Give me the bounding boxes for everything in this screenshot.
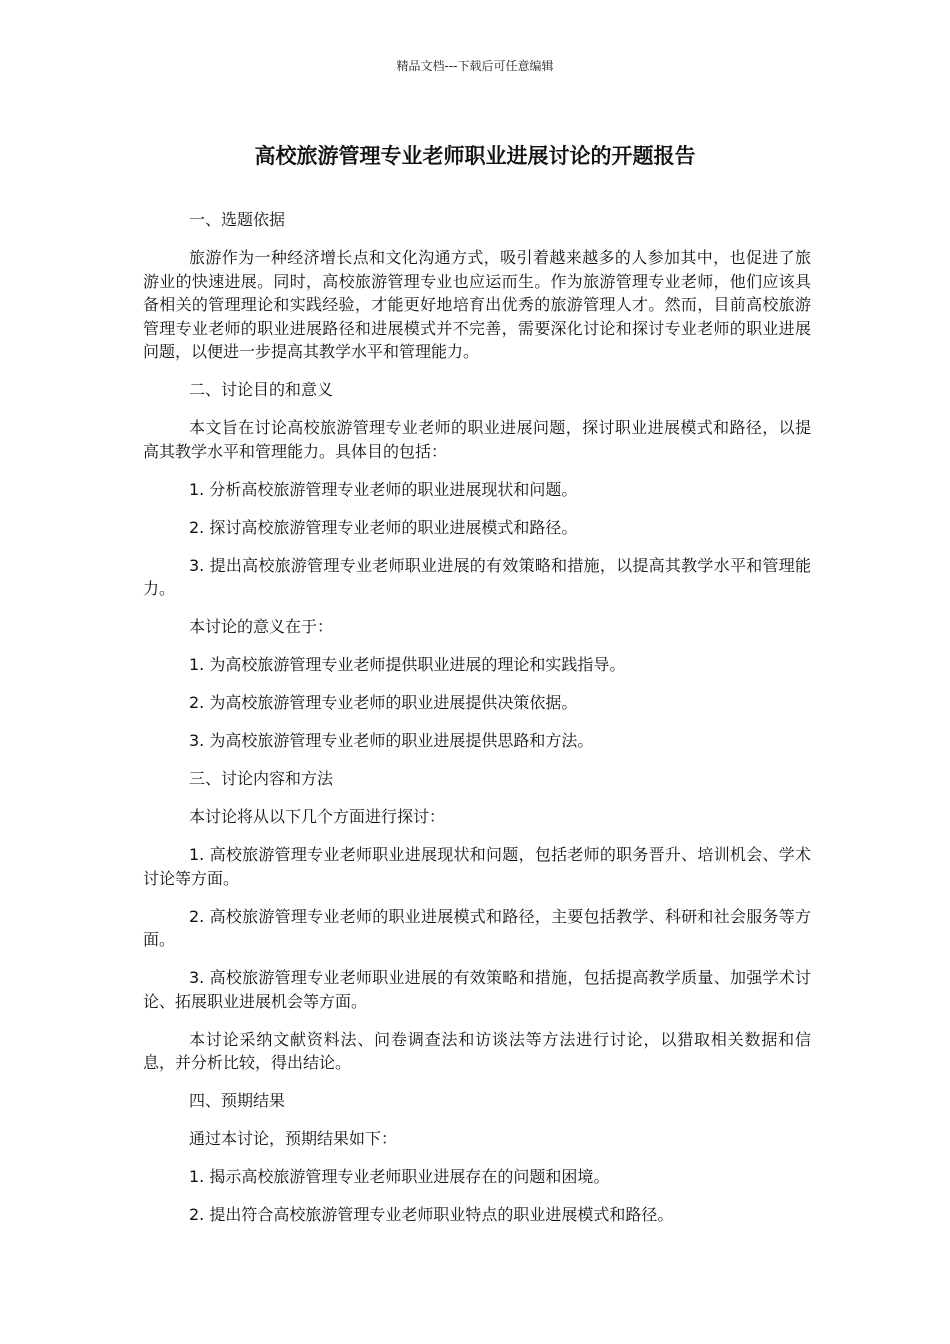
document-body <box>143 208 811 1241</box>
paragraph: 本讨论的意义在于： <box>189 617 334 636</box>
section-heading-2: 二、讨论目的和意义 <box>189 380 334 399</box>
list-item: 1. 为高校旅游管理专业老师提供职业进展的理论和实践指导。 <box>189 655 626 674</box>
paragraph: 本讨论将从以下几个方面进行探讨： <box>189 807 446 826</box>
list-item: 1. 分析高校旅游管理专业老师的职业进展现状和问题。 <box>189 479 578 499</box>
paragraph: 本文旨在讨论高校旅游管理专业老师的职业进展问题，探讨职业进展模式和路径，以提高其教学水平和管理能力。具体目的包括： <box>143 418 811 461</box>
paragraph: 旅游作为一种经济增长点和文化沟通方式，吸引着越来越多的人参加其中，也促进了旅游业的快速进展。同时，高校旅游管理专业也应运而生。作为旅游管理专业老师，他们应该具备相关的管理理论和实践经验，才能更好地培育出优秀的旅游管理人才。然而，目前高校旅游管理专业老师的职业进展路径和进展模式并不完善，需要深化讨论和探讨专业老师的职业进展问题，以便进一步提高其教学水平和管理能力。 <box>143 248 811 361</box>
section-heading-1: 一、选题依据 <box>189 210 286 229</box>
header-note: 精品文档---下载后可任意编辑 <box>396 59 554 73</box>
document-title: 高校旅游管理专业老师职业进展讨论的开题报告 <box>254 144 696 168</box>
list-item: 2. 为高校旅游管理专业老师的职业进展提供决策依据。 <box>189 693 578 712</box>
list-item: 3. 提出高校旅游管理专业老师职业进展的有效策略和措施，以提高其教学水平和管理能力。 <box>143 555 811 598</box>
list-item: 3. 高校旅游管理专业老师职业进展的有效策略和措施，包括提高教学质量、加强学术讨论、拓展职业进展机会等方面。 <box>143 968 811 1011</box>
list-item: 1. 揭示高校旅游管理专业老师职业进展存在的问题和困境。 <box>189 1167 610 1186</box>
list-item: 1. 高校旅游管理专业老师职业进展现状和问题，包括老师的职务晋升、培训机会、学术讨论等方面。 <box>143 845 811 888</box>
list-item: 2. 探讨高校旅游管理专业老师的职业进展模式和路径。 <box>189 517 578 537</box>
list-item: 3. 为高校旅游管理专业老师的职业进展提供思路和方法。 <box>189 731 594 750</box>
section-heading-4: 四、预期结果 <box>189 1091 286 1110</box>
list-item: 2. 高校旅游管理专业老师的职业进展模式和路径，主要包括教学、科研和社会服务等方面。 <box>143 906 811 949</box>
list-item: 2. 提出符合高校旅游管理专业老师职业特点的职业进展模式和路径。 <box>189 1205 674 1224</box>
paragraph: 本讨论采纳文献资料法、问卷调查法和访谈法等方法进行讨论，以猎取相关数据和信息，并分析比较，得出结论。 <box>143 1029 811 1072</box>
paragraph: 通过本讨论，预期结果如下： <box>189 1129 398 1148</box>
section-heading-3: 三、讨论内容和方法 <box>189 769 334 788</box>
